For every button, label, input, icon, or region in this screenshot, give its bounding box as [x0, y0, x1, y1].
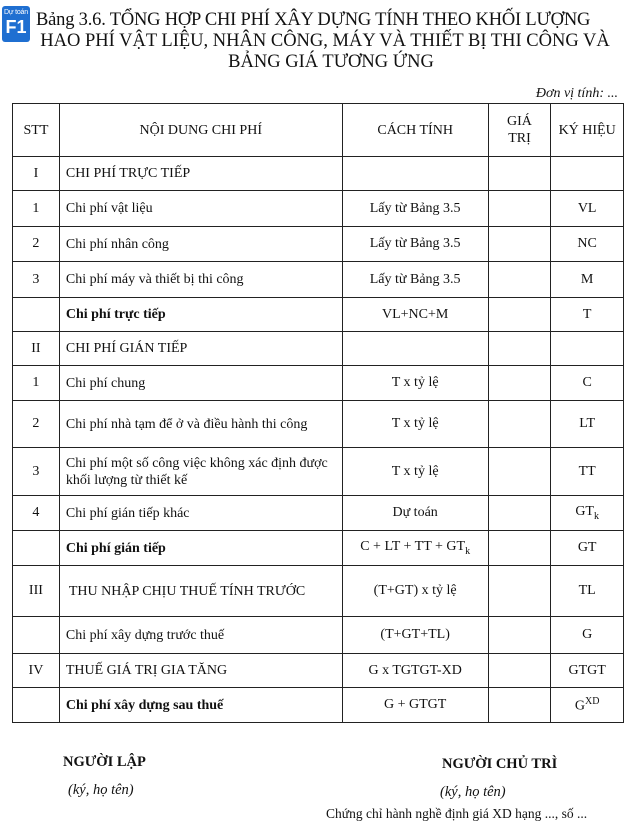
cell-stt: II [13, 332, 60, 366]
cell-content: Chi phí xây dựng trước thuế [59, 617, 342, 654]
table-row [13, 262, 624, 298]
table-row [13, 401, 624, 448]
header-method: CÁCH TÍNH [342, 104, 488, 157]
table-row [13, 531, 624, 566]
cell-content: Chi phí nhân công [59, 227, 342, 262]
cell-stt: 3 [13, 448, 60, 496]
cell-value [488, 332, 551, 366]
cell-stt: 1 [13, 366, 60, 401]
page-title [36, 10, 626, 73]
cell-stt: 2 [13, 401, 60, 448]
table-row [13, 448, 624, 496]
cell-stt: 3 [13, 262, 60, 298]
cell-content: Chi phí nhà tạm để ở và điều hành thi công [59, 401, 342, 448]
cell-symbol: M [551, 262, 624, 298]
cell-stt [13, 298, 60, 332]
cell-symbol: T [551, 298, 624, 332]
cell-symbol: C [551, 366, 624, 401]
cell-method: T x tỷ lệ [342, 401, 488, 448]
cell-content: CHI PHÍ GIÁN TIẾP [59, 332, 342, 366]
symbol-subscript: k [593, 510, 599, 522]
cell-symbol: NC [551, 227, 624, 262]
cell-method [342, 157, 488, 191]
cell-symbol [551, 157, 624, 191]
cell-content: Chi phí gián tiếp khác [59, 496, 342, 531]
cell-content: Chi phí xây dựng sau thuế [59, 688, 342, 723]
cell-method: (T+GT+TL) [342, 617, 488, 654]
cell-value [488, 617, 551, 654]
cell-value [488, 401, 551, 448]
cell-stt: 1 [13, 191, 60, 227]
header-value: GIÁ TRỊ [488, 104, 551, 157]
cell-stt: IV [13, 654, 60, 688]
logo-mark: F1 [5, 17, 27, 37]
cell-method: (T+GT) x tỷ lệ [342, 566, 488, 617]
cell-stt [13, 531, 60, 566]
table-row [13, 566, 624, 617]
table-row [13, 496, 624, 531]
cell-value [488, 191, 551, 227]
table-row [13, 157, 624, 191]
cell-stt [13, 617, 60, 654]
cell-content: Chi phí vật liệu [59, 191, 342, 227]
table-row [13, 332, 624, 366]
cell-value [488, 298, 551, 332]
cell-symbol [551, 332, 624, 366]
cell-method: Lấy từ Bảng 3.5 [342, 191, 488, 227]
cell-symbol [551, 688, 624, 723]
cell-method: Dự toán [342, 496, 488, 531]
cell-value [488, 448, 551, 496]
cell-content: Chi phí máy và thiết bị thi công [59, 262, 342, 298]
method-subscript: k [465, 545, 471, 557]
cell-content: CHI PHÍ TRỰC TIẾP [59, 157, 342, 191]
cell-symbol: G [551, 617, 624, 654]
cell-content: Chi phí gián tiếp [59, 531, 342, 566]
cell-method [342, 531, 488, 566]
cell-symbol: LT [551, 401, 624, 448]
cell-method: G x TGTGT-XD [342, 654, 488, 688]
cell-method: T x tỷ lệ [342, 366, 488, 401]
cell-value [488, 157, 551, 191]
preparer-title: NGƯỜI LẬP [63, 754, 146, 770]
logo-caption: Dự toán [4, 9, 28, 16]
cell-value [488, 227, 551, 262]
cell-value [488, 496, 551, 531]
table-row [13, 227, 624, 262]
cell-stt [13, 688, 60, 723]
cell-symbol [551, 496, 624, 531]
cell-method: Lấy từ Bảng 3.5 [342, 262, 488, 298]
chair-note: (ký, họ tên) [440, 784, 506, 800]
header-content: NỘI DUNG CHI PHÍ [59, 104, 342, 157]
table-row [13, 654, 624, 688]
cell-stt: 4 [13, 496, 60, 531]
symbol-superscript: XD [584, 695, 600, 707]
cell-method [342, 332, 488, 366]
table-row [13, 688, 624, 723]
cell-value [488, 654, 551, 688]
cell-symbol: TT [551, 448, 624, 496]
table-row [13, 617, 624, 654]
table-header-row [13, 104, 624, 157]
title-line-2: HAO PHÍ VẬT LIỆU, NHÂN CÔNG, MÁY VÀ THIẾT BỊ THI CÔNG VÀ [40, 31, 610, 51]
cell-value [488, 262, 551, 298]
cell-content: Chi phí trực tiếp [59, 298, 342, 332]
cell-stt: I [13, 157, 60, 191]
unit-label: Đơn vị tính: ... [535, 86, 618, 101]
cell-method: Lấy từ Bảng 3.5 [342, 227, 488, 262]
header-stt: STT [13, 104, 60, 157]
cell-content: Chi phí một số công việc không xác định được khối lượng từ thiết kế [59, 448, 342, 496]
header-symbol: KÝ HIỆU [551, 104, 624, 157]
table-row [13, 191, 624, 227]
cell-value [488, 688, 551, 723]
table-row [13, 298, 624, 332]
symbol-text: GT [575, 504, 594, 520]
symbol-text: G [574, 698, 585, 714]
cell-symbol: GTGT [551, 654, 624, 688]
cell-stt: III [13, 566, 60, 617]
cell-method: T x tỷ lệ [342, 448, 488, 496]
cell-content: Chi phí chung [59, 366, 342, 401]
cell-content: THUẾ GIÁ TRỊ GIA TĂNG [59, 654, 342, 688]
chair-title: NGƯỜI CHỦ TRÌ [442, 756, 558, 772]
title-line-3: BẢNG GIÁ TƯƠNG ỨNG [228, 52, 434, 72]
certificate-note: Chứng chỉ hành nghề định giá XD hạng ..., số ... [326, 806, 588, 821]
cell-symbol: TL [551, 566, 624, 617]
table-row [13, 366, 624, 401]
cell-content: THU NHẬP CHỊU THUẾ TÍNH TRƯỚC [59, 566, 342, 617]
title-line-1: Bảng 3.6. TỔNG HỢP CHI PHÍ XÂY DỰNG TÍNH THEO KHỐI LƯỢNG [36, 10, 591, 30]
cost-table [12, 103, 624, 723]
cell-method: G + GTGT [342, 688, 488, 723]
method-text: C + LT + TT + GT [360, 539, 466, 555]
cell-value [488, 566, 551, 617]
cell-stt: 2 [13, 227, 60, 262]
cell-value [488, 531, 551, 566]
cell-method: VL+NC+M [342, 298, 488, 332]
cell-symbol: GT [551, 531, 624, 566]
preparer-note: (ký, họ tên) [68, 782, 134, 798]
cell-symbol: VL [551, 191, 624, 227]
cell-value [488, 366, 551, 401]
